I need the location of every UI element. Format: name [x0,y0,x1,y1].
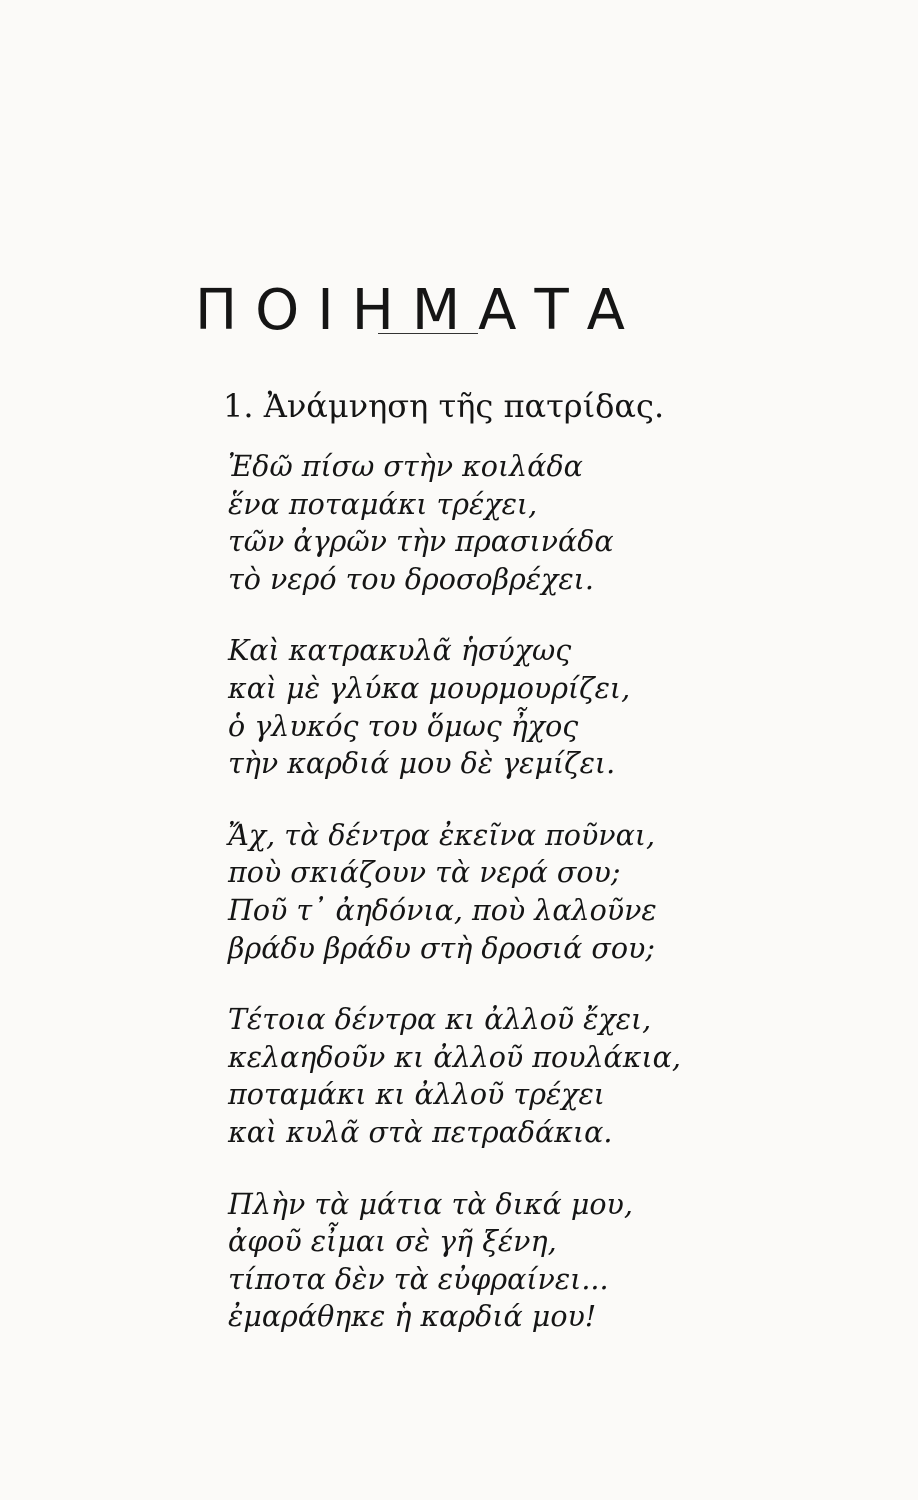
stanza-3 [228,817,788,967]
poem-line: ἕνα ποταμάκι τρέχει, [228,487,538,521]
poem-line: τὴν καρδιά μου δὲ γεμίζει. [228,747,616,781]
poem-line: τὸ νερό του δροσοβρέχει. [228,562,594,596]
poem-line: τῶν ἀγρῶν τὴν πρασινάδα [228,525,614,559]
page-title: ΠΟΙΗΜΑΤΑ [195,277,643,343]
stanza-2 [228,632,788,782]
poem-line: Ἐδῶ πίσω στὴν κοιλάδα [228,450,583,483]
poem-line: Ποῦ τ᾽ ἀηδόνια, ποὺ λαλοῦνε [228,893,657,927]
poem-line: ὁ γλυκός του ὅμως ἦχος [228,709,579,743]
poem-line: ποταμάκι κι ἀλλοῦ τρέχει [228,1078,605,1112]
poem-heading: 1. Ἀνάμνηση τῆς πατρίδας. [223,387,665,425]
poem-line: καὶ κυλᾶ στὰ πετραδάκια. [228,1115,613,1149]
poem-line: καὶ μὲ γλύκα μουρμουρίζει, [228,671,631,705]
stanza-5 [228,1186,788,1336]
poem-line: τίποτα δὲν τὰ εὐφραίνει... [228,1262,609,1296]
poem-line: ἐμαράθηκε ἡ καρδιά μου! [228,1300,597,1334]
poem-line: ἀφοῦ εἶμαι σὲ γῆ ξένη, [228,1225,557,1259]
poem-line: βράδυ βράδυ στὴ δροσιά σου; [228,931,655,965]
stanza-4 [228,1001,788,1151]
poem-line: Τέτοια δέντρα κι ἀλλοῦ ἔχει, [228,1003,652,1037]
poem-line: Πλὴν τὰ μάτια τὰ δικά μου, [228,1187,633,1221]
poem-line: Ἄχ, τὰ δέντρα ἐκεῖνα ποῦναι, [228,818,656,852]
title-divider [378,333,478,334]
stanza-1 [228,448,788,598]
poem-line: ποὺ σκιάζουν τὰ νερά σου; [228,856,621,890]
poem-line: Καὶ κατρακυλᾶ ἡσύχως [228,634,572,668]
poem-line: κελαηδοῦν κι ἀλλοῦ πουλάκια, [228,1040,681,1074]
poem-body [228,448,788,1370]
